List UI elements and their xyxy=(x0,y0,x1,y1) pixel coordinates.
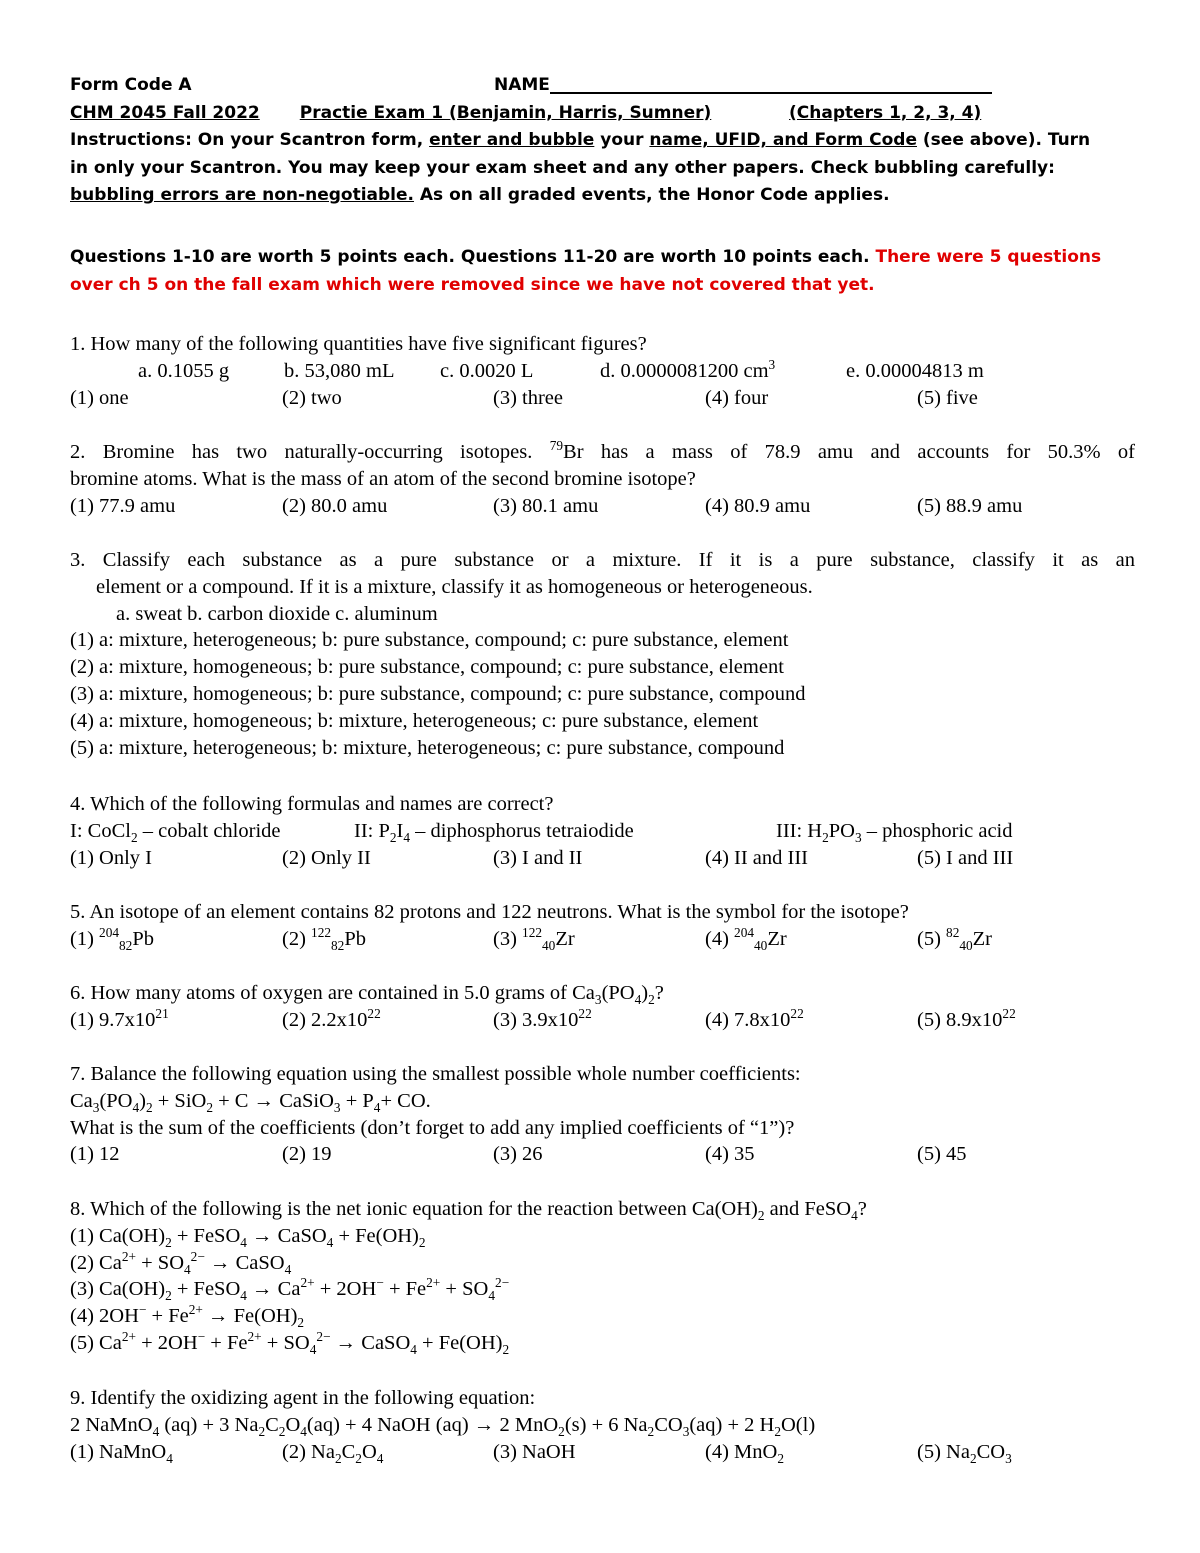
exam-title: Practie Exam 1 (Benjamin, Harris, Sumner) xyxy=(299,102,712,123)
points-note-line-2: over ch 5 on the fall exam which were removed since we have not covered that yet. xyxy=(70,275,875,295)
answer-choice: (2) $Ca^{2+} + SO_4^{2-}$ → CaSO$_4$ xyxy=(70,1248,292,1277)
course-code: CHM 2045 Fall 2022 xyxy=(70,102,260,123)
answer-choices: (1) $^{204}_{82}$Pb (2) $^{122}_{82}$Pb (3) $^{122}_{40}$Zr (4) $^{204}_{40}$Zr (5) $^{82}_{40}$Zr xyxy=(70,924,993,953)
answer-choice: (2) a: mixture, homogeneous; b: pure substance, compound; c: pure substance, element xyxy=(70,656,784,679)
instructions-line-1: Instructions: On your Scantron form, enter and bubble your name, UFID, and Form Code (see above). Turn xyxy=(70,130,1091,150)
question-stem-2: bromine atoms. What is the mass of an atom of the second bromine isotope? xyxy=(70,467,696,490)
answer-choices: (1) $9.7x10^{21}$ (2) $2.2x10^{22}$ (3) $3.9x10^{22}$ (4) $7.8x10^{22}$ (5) $8.9x10^{22}$ xyxy=(70,1005,1016,1031)
question-8 xyxy=(70,1196,1135,1357)
question-stem-2: element or a compound. If it is a mixture, classify it as homogeneous or heterogeneous. xyxy=(96,575,813,598)
question-5 xyxy=(70,899,1135,953)
question-stem-2: What is the sum of the coefficients (don’t forget to add any implied coefficients of “1”)? xyxy=(70,1116,795,1139)
question-items: I: CoCl$_2$ – cobalt chloride II: $P_2I_4$ – diphosphorus tetraiodide III: $H_2PO_3$ – phosphoric acid xyxy=(70,819,1013,845)
points-note-line-1: Questions 1-10 are worth 5 points each. Questions 11-20 are worth 10 points each. There were 5 questions xyxy=(70,247,1102,267)
equation: 2 NaMnO$_4$ (aq) + 3 $Na_2C_2O_4(aq) + 4$ NaOH (aq) → 2 MnO$_2$(s) + 6 $Na_2CO_3(aq) + 2$ $H_2O(l)$ xyxy=(70,1413,816,1439)
answer-choice: (4) $2OH^- + Fe^{2+} \to Fe(OH)_2$ xyxy=(70,1302,305,1331)
question-stem: 6. How many atoms of oxygen are contained in 5.0 grams of $Ca_3(PO_4)_2$? xyxy=(70,982,664,1008)
answer-choice: (3) a: mixture, homogeneous; b: pure substance, compound; c: pure substance, compound xyxy=(70,682,806,705)
question-stem: 8. Which of the following is the net ionic equation for the reaction between $Ca(OH)_2$ and FeSO$_4$? xyxy=(70,1198,867,1224)
question-3 xyxy=(70,547,1135,761)
name-blank xyxy=(550,92,992,94)
question-7 xyxy=(70,1061,1135,1168)
equation: $Ca_3(PO_4)_2 + SiO_2 + C$ → CaSiO$_3$ + $P_4+$ CO. xyxy=(70,1089,431,1115)
answer-choices: (1) 12 (2) 19 (3) 26 (4) 35 (5) 45 xyxy=(70,1143,967,1166)
course-line xyxy=(70,100,711,128)
question-stem: 3. Classify each substance as a pure substance or a mixture. If it is a pure substance, classify it as an xyxy=(70,549,1135,571)
question-stem: 1. How many of the following quantities have five significant figures? xyxy=(70,333,647,355)
instructions-line-3: bubbling errors are non-negotiable. As on all graded events, the Honor Code applies. xyxy=(70,185,890,205)
question-stem: 2. Bromine has two naturally-occurring isotopes. $^{79}$Br has a mass of 78.9 amu and accounts for 50.3% of xyxy=(70,438,1135,463)
question-2 xyxy=(70,439,1135,519)
answer-choice: (1) $Ca(OH)_2$ + FeSO$_4$ → CaSO$_4$ + $Fe(OH)_2$ xyxy=(70,1224,426,1250)
chapters: (Chapters 1, 2, 3, 4) xyxy=(789,102,982,123)
answer-choice: (4) a: mixture, homogeneous; b: mixture, heterogeneous; c: pure substance, element xyxy=(70,709,759,732)
question-4 xyxy=(70,791,1135,871)
answer-choices: (1) Only I (2) Only II (3) I and II (4) II and III (5) I and III xyxy=(70,846,1014,869)
answer-choice: (3) $Ca(OH)_2$ + FeSO$_4$ → $Ca^{2+} + 2OH^- + Fe^{2+} + SO_4^{2-}$ xyxy=(70,1275,510,1304)
form-code: Form Code A xyxy=(70,75,192,95)
question-stem: 4. Which of the following formulas and names are correct? xyxy=(70,793,554,815)
question-1 xyxy=(70,331,1135,411)
question-6 xyxy=(70,980,1135,1034)
question-stem: 5. An isotope of an element contains 82 protons and 122 neutrons. What is the symbol for the isotope? xyxy=(70,901,909,923)
answer-choice: (1) a: mixture, heterogeneous; b: pure substance, compound; c: pure substance, element xyxy=(70,629,789,652)
question-items: a. sweat b. carbon dioxide c. aluminum xyxy=(116,602,438,625)
question-stem: 7. Balance the following equation using the smallest possible whole number coefficients: xyxy=(70,1063,801,1085)
answer-choices: (1) one (2) two (3) three (4) four (5) five xyxy=(70,386,978,409)
question-9 xyxy=(70,1385,1135,1465)
answer-choices: (1) NaMnO$_4$ (2) $Na_2C_2O_4$ (3) NaOH (4) MnO$_2$ (5) $Na_2CO_3$ xyxy=(70,1440,1012,1466)
answer-choice: (5) $Ca^{2+} + 2OH^- + Fe^{2+} + SO_4^{2-}$ → CaSO$_4$ + $Fe(OH)_2$ xyxy=(70,1329,510,1358)
question-stem: 9. Identify the oxidizing agent in the following equation: xyxy=(70,1387,536,1409)
name-field xyxy=(494,72,992,100)
answer-choices: (1) 77.9 amu (2) 80.0 amu (3) 80.1 amu (4) 80.9 amu (5) 88.9 amu xyxy=(70,494,1023,517)
question-items: a. 0.1055 g b. 53,080 mL c. 0.0020 L d. 0.0000081200 $cm^3$ e. 0.00004813 m xyxy=(138,356,984,382)
answer-choice: (5) a: mixture, heterogeneous; b: mixture, heterogeneous; c: pure substance, compound xyxy=(70,736,785,759)
instructions-line-2: in only your Scantron. You may keep your exam sheet and any other papers. Check bubbling carefully: xyxy=(70,157,1055,178)
name-label: NAME xyxy=(494,75,550,95)
